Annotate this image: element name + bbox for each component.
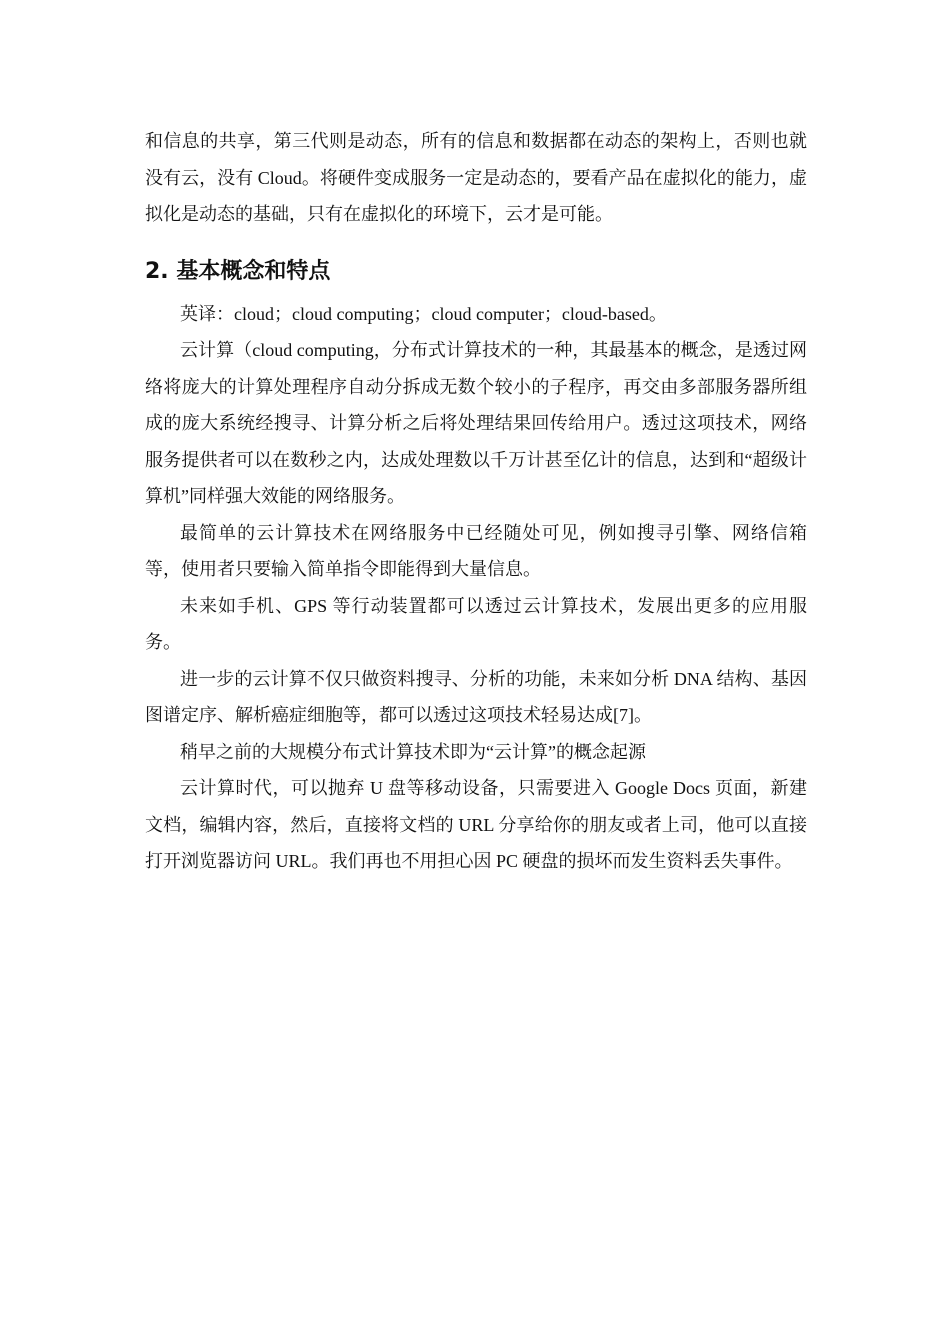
document-body: [145, 123, 807, 880]
paragraph-simple-usage: 最简单的云计算技术在网络服务中已经随处可见，例如搜寻引擎、网络信箱等，使用者只要输入简单指令即能得到大量信息。: [145, 522, 807, 579]
paragraph-translation: 英译：cloud；cloud computing；cloud computer；cloud-based。: [180, 303, 667, 324]
paragraph-mobile-devices: 未来如手机、GPS 等行动装置都可以透过云计算技术，发展出更多的应用服务。: [145, 595, 807, 652]
paragraph-origin: 稍早之前的大规模分布式计算技术即为“云计算”的概念起源: [180, 741, 646, 762]
paragraph-future-analysis: 进一步的云计算不仅只做资料搜寻、分析的功能，未来如分析 DNA 结构、基因图谱定序、解析癌症细胞等，都可以透过这项技术轻易达成[7]。: [145, 668, 807, 725]
paragraph-cloud-era: 云计算时代，可以抛弃 U 盘等移动设备，只需要进入 Google Docs 页面，新建文档，编辑内容，然后，直接将文档的 URL 分享给你的朋友或者上司，他可以直接打开浏览器访问 URL。我们再也不用担心因 PC 硬盘的损坏而发生资料丢失事件。: [145, 778, 807, 871]
intro-paragraph: 和信息的共享，第三代则是动态，所有的信息和数据都在动态的架构上，否则也就没有云，没有 Cloud。将硬件变成服务一定是动态的，要看产品在虚拟化的能力，虚拟化是动态的基础，只有在虚拟化的环境下，云才是可能。: [145, 131, 807, 224]
section-heading: 2. 基本概念和特点: [145, 258, 331, 284]
paragraph-definition: 云计算（cloud computing，分布式计算技术的一种，其最基本的概念，是透过网络将庞大的计算处理程序自动分拆成无数个较小的子程序，再交由多部服务器所组成的庞大系统经搜寻、计算分析之后将处理结果回传给用户。透过这项技术，网络服务提供者可以在数秒之内，达成处理数以千万计甚至亿计的信息，达到和“超级计算机”同样强大效能的网络服务。: [145, 340, 807, 506]
